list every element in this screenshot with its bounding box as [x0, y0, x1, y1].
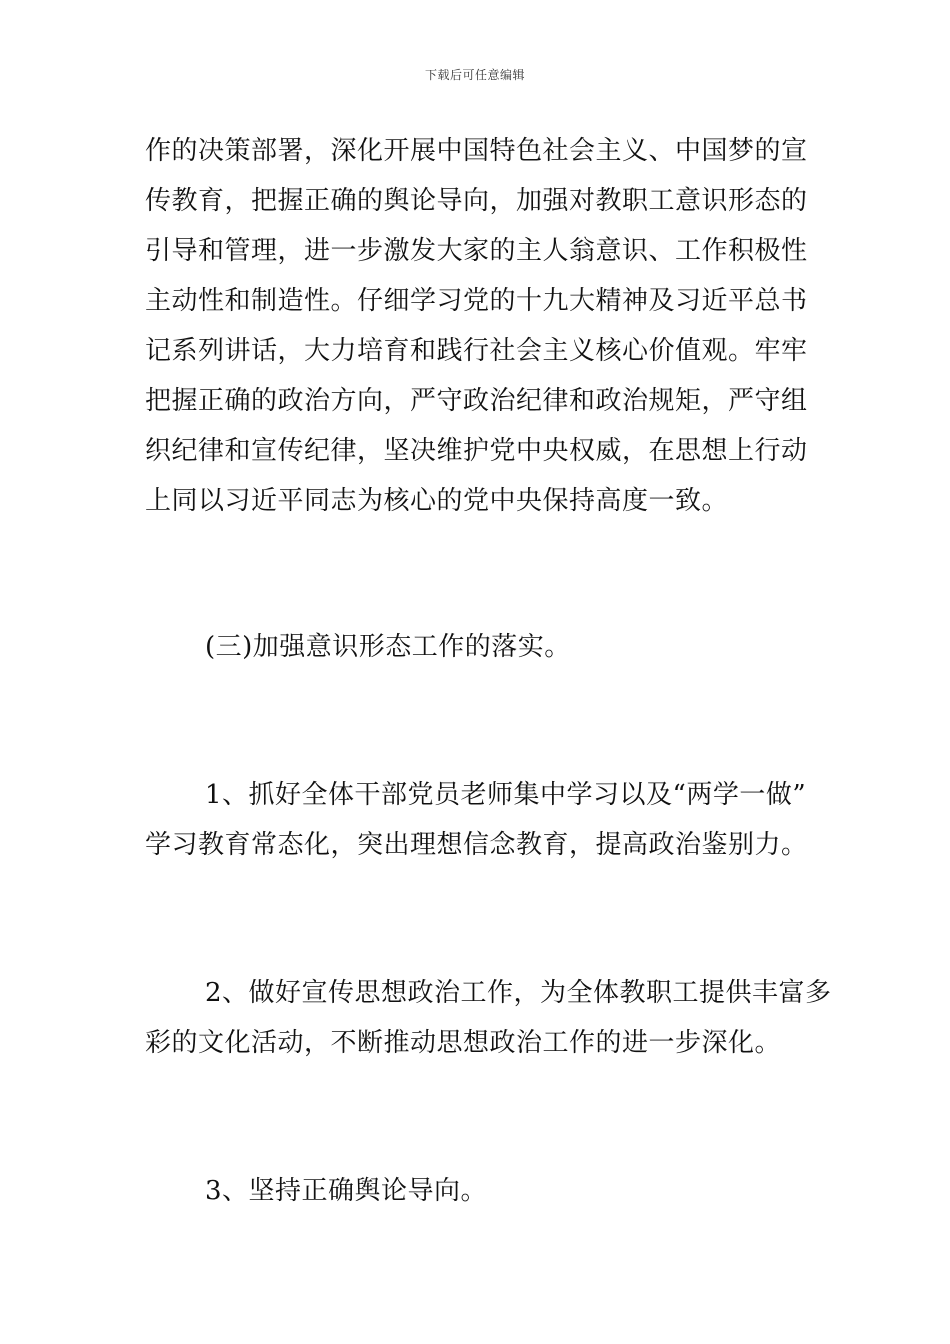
paragraph-1	[145, 126, 807, 526]
paragraph-line: 作的决策部署，深化开展中国特色社会主义、中国梦的宣	[145, 136, 808, 166]
paragraph-line: 传教育，把握正确的舆论导向，加强对教职工意识形态的	[145, 186, 808, 216]
list-item-line: 1、抓好全体干部党员老师集中学习以及“两学一做”	[205, 780, 807, 810]
paragraph-line: 织纪律和宣传纪律，坚决维护党中央权威，在思想上行动	[145, 436, 808, 466]
paragraph-line: 主动性和制造性。仔细学习党的十九大精神及习近平总书	[145, 286, 808, 316]
list-item-1	[145, 770, 807, 870]
paragraph-line: 记系列讲话，大力培育和践行社会主义核心价值观。牢牢	[145, 336, 808, 366]
list-item-line: 3、坚持正确舆论导向。	[205, 1176, 488, 1206]
paragraph-line: 上同以习近平同志为核心的党中央保持高度一致。	[145, 486, 729, 516]
document-body	[145, 126, 832, 1216]
paragraph-line: 把握正确的政治方向，严守政治纪律和政治规矩，严守组	[145, 386, 808, 416]
list-item-line: 彩的文化活动，不断推动思想政治工作的进一步深化。	[145, 1028, 782, 1058]
paragraph-line: 引导和管理，进一步激发大家的主人翁意识、工作积极性	[145, 236, 808, 266]
list-item-line: 2、做好宣传思想政治工作，为全体教职工提供丰富多	[205, 978, 832, 1008]
list-item-line: 学习教育常态化，突出理想信念教育，提高政治鉴别力。	[145, 830, 808, 860]
list-item-3	[145, 1166, 807, 1216]
list-item-2	[145, 968, 832, 1068]
section-heading: (三)加强意识形态工作的落实。	[205, 632, 571, 662]
page-header: 下载后可任意编辑	[424, 68, 525, 82]
